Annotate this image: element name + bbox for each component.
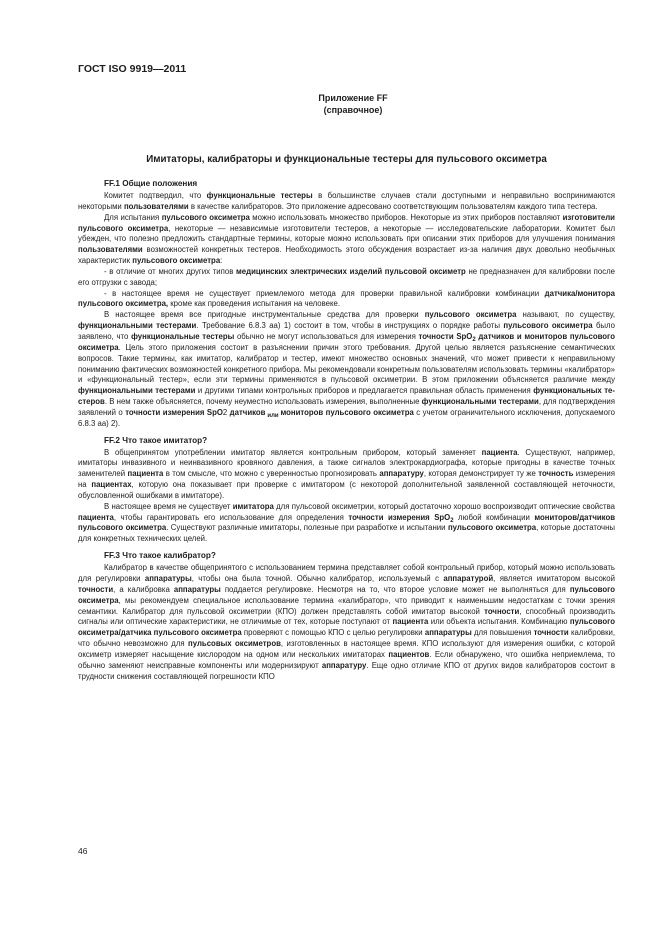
list-item: - в настоящее время не существует приемлемого метода для проверки правильной калибровки комбинации датчика/монитора пульсового оксиметра, кроме как проведения испытания на человеке. bbox=[78, 288, 615, 309]
section-heading-ff1: FF.1 Общие положения bbox=[104, 179, 198, 188]
annex-heading bbox=[300, 92, 406, 116]
section-heading-ff2: FF.2 Что такое имитатор? bbox=[104, 435, 208, 445]
paragraph: Для испытания пульсового оксиметра можно использовать множество приборов. Некоторые из этих приборов поставляют изготовители пульсового оксиметра, некоторые — независимые изготовители тестеров, а некоторые — исследовательские лаборатории. Комитет был убежден, что полезно предложить стандартные термины, которые можно использовать при описании этих приборов для улучшения понимания пользователями возможностей конкретных тестеров. Необходимость этого обсуждения возрастает из-за наличия двух довольно необычных характеристик пульсового оксиметра: bbox=[78, 212, 615, 266]
standard-code: ГОСТ ISO 9919—2011 bbox=[78, 63, 187, 75]
document-body bbox=[78, 178, 615, 682]
annex-title: Приложение FF bbox=[318, 93, 388, 103]
section-heading-ff3: FF.3 Что такое калибратор? bbox=[104, 551, 216, 561]
list-item: - в отличие от многих других типов медицинских электрических изделий пульсовой оксиметр не предназначен для калибровки после его отгрузки с завода; bbox=[78, 266, 615, 287]
page-number: 46 bbox=[78, 846, 88, 856]
main-title: Имитаторы, калибраторы и функциональные тестеры для пульсового оксиметра bbox=[146, 154, 547, 165]
paragraph: В настоящее время не существует имитатора для пульсовой оксиметрии, который достаточно хорошо воспроизводит оптические свойства пациента, чтобы гарантировать его использование для определения точности измерения SpO$_2$ любой комбинации мониторов/датчиков пульсового оксиметра. Существуют различные имитаторы, полезные при разработке и испытании пульсового оксиметра, которые достаточны для конкретных технических целей. bbox=[78, 501, 615, 544]
paragraph: В общепринятом употреблении имитатор является контрольным прибором, который заменяет пациента. Существуют, например, имитаторы инвазивного и неинвазивного кровяного давления, а также сигналов электрокардиографа, которые пригодны в качестве точных заменителей пациента в том смысле, что можно с уверенностью прогнозировать аппаратуру, которая демонстрирует ту же точность измерения на пациентах, которую она показывает при проверке с имитатором (с некоторой дополнительной заявленной составляющей неточности, обусловленной ошибками в имитаторе). bbox=[78, 447, 616, 500]
paragraph: В настоящее время все пригодные инструментальные средства для проверки пульсового оксиметра называют, по существу, функциональными тестерами. Требование 6.8.3 аа) 1) состоит в том, чтобы в инструкциях о порядке работы пульсового оксиметра было заявлено, что функциональные тестеры обычно не могут использоваться для измерения точности SpO$_2$ датчиков и мониторов пульсового оксиметра. Цель этого приложения состоит в разъяснении причин этого требования. Другой целью является разъяснение семантических вопросов. Такие термины, как имитатор, калибратор и тестер, имеют множество основных значений, что может привести к неправильному пониманию фактических возможностей конкретного прибора. Мы рекомендовали конкретным пользователям использовать термины «калибратор» и «функциональный тестер», если эти термины применяются в пульсовой оксиметрии. В этом приложении объясняется различие между функциональными тестерами и другими типами контрольных приборов и предлагается правильная область применения функциональных тестеров. В нем также объясняется, почему неуместно использовать измерения, выполненные функциональными тестерами, для подтверждения заявлений о точности измерения SpO2 датчиков $_{или}$ мониторов пульсового оксиметра с учетом ограничительного исключения, допускаемого 6.8.3 аа) 2). bbox=[78, 310, 616, 428]
annex-subtitle: (справочное) bbox=[323, 105, 383, 115]
paragraph: Комитет подтвердил, что функциональные тестеры в большинстве случаев стали доступными и неправильно воспринимаются некоторыми пользователями в качестве калибраторов. Это приложение адресовано соответствующим пользователям каждого типа тестера. bbox=[78, 191, 615, 211]
paragraph: Калибратор в качестве общепринятого с использованием термина представляет собой контрольный прибор, который можно использовать для регулировки аппаратуры, чтобы она была точной. Обычно калибратор, используемый с аппаратурой, является имитатором высокой точности, а калибровка аппаратуры поддается регулировке. Несмотря на то, что второе условие может не выполняться для пульсового оксиметра, мы рекомендуем специальное использование термина «калибратор», что приводит к наименьшим недостаткам с точки зрения семантики. Калибратор для пульсовой оксиметрии (КПО) должен представлять собой имитатор высокой точности, способный производить сигналы или оптические характеристики, не отличимые от тех, которые поступают от пациента или объекта испытания. Комбинацию пульсового оксиметра/датчика пульсового оксиметра проверяют с помощью КПО с целью регулировки аппаратуры для повышения точности калибровки, что обычно невозможно для пульсовых оксиметров, изготовленных в настоящее время. КПО используют для измерения ошибки, с которой оксиметр измеряет насыщение кислородом на одном или нескольких имитаторах пациентов. Если обнаружено, что ошибка неприемлема, то обычно заменяют неисправные компоненты или модернизируют аппаратуру. Еще одно отличие КПО от других видов калибраторов состоит в трудности снижения составляющей погрешности КПО bbox=[78, 563, 616, 681]
